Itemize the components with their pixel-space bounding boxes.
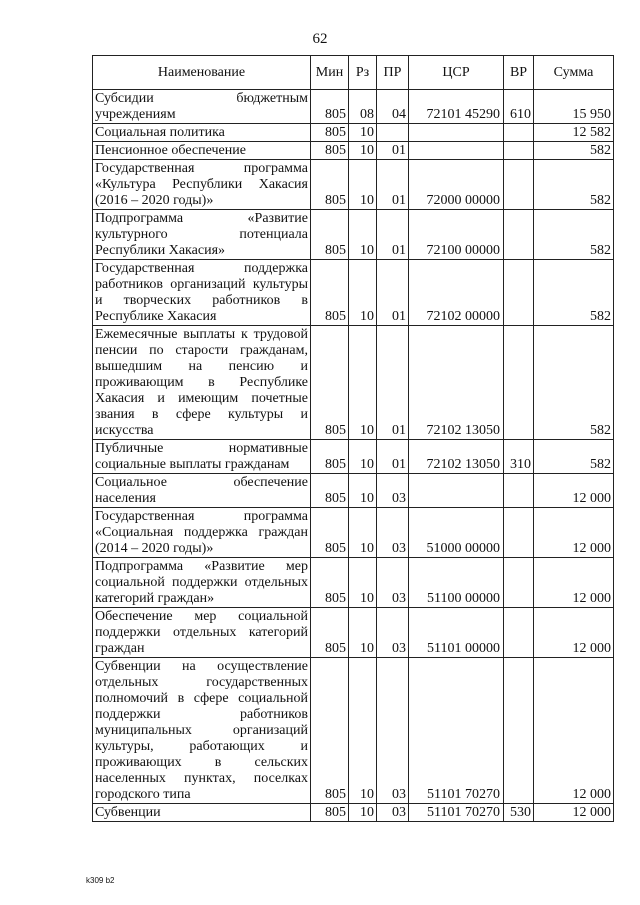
table-body: [93, 90, 614, 822]
cell-pr: 01: [377, 440, 409, 474]
table-row: [93, 210, 614, 260]
cell-csr: 72102 00000: [409, 260, 504, 326]
table-row: [93, 474, 614, 508]
cell-vr: [504, 142, 534, 160]
cell-name: Государственная поддержка работников организаций культуры и творческих работников в Республике Хакасия: [93, 260, 311, 326]
cell-vr: [504, 508, 534, 558]
cell-pr: 01: [377, 142, 409, 160]
cell-pr: 01: [377, 210, 409, 260]
table-row: [93, 658, 614, 804]
header-csr: ЦСР: [409, 56, 504, 90]
cell-rz: 10: [349, 440, 377, 474]
cell-csr: 72000 00000: [409, 160, 504, 210]
cell-sum: 12 000: [534, 474, 614, 508]
cell-sum: 15 950: [534, 90, 614, 124]
cell-csr: [409, 142, 504, 160]
page-number: 62: [312, 31, 328, 47]
cell-csr: 51101 70270: [409, 804, 504, 822]
cell-name: Государственная программа «Культура Республики Хакасия (2016 – 2020 годы)»: [93, 160, 311, 210]
cell-name: Публичные нормативные социальные выплаты гражданам: [93, 440, 311, 474]
header-min: Мин: [311, 56, 349, 90]
cell-pr: 01: [377, 326, 409, 440]
cell-vr: 310: [504, 440, 534, 474]
cell-csr: 72100 00000: [409, 210, 504, 260]
cell-csr: 72101 45290: [409, 90, 504, 124]
cell-pr: 03: [377, 508, 409, 558]
cell-sum: 12 582: [534, 124, 614, 142]
cell-csr: 51101 00000: [409, 608, 504, 658]
cell-rz: 10: [349, 508, 377, 558]
cell-sum: 582: [534, 142, 614, 160]
cell-pr: 03: [377, 558, 409, 608]
cell-vr: [504, 658, 534, 804]
cell-rz: 10: [349, 260, 377, 326]
cell-pr: 03: [377, 658, 409, 804]
table-row: [93, 440, 614, 474]
cell-pr: 01: [377, 160, 409, 210]
cell-name: Социальная политика: [93, 124, 311, 142]
cell-pr: 01: [377, 260, 409, 326]
table-row: [93, 326, 614, 440]
header-sum: Сумма: [534, 56, 614, 90]
cell-name: Ежемесячные выплаты к трудовой пенсии по старости гражданам, вышедшим на пенсию и проживающим в Республике Хакасия и имеющим почетные звания в сфере культуры и искусства: [93, 326, 311, 440]
cell-sum: 582: [534, 440, 614, 474]
cell-min: 805: [311, 90, 349, 124]
cell-vr: [504, 210, 534, 260]
cell-name: Государственная программа «Социальная поддержка граждан (2014 – 2020 годы)»: [93, 508, 311, 558]
cell-sum: 582: [534, 326, 614, 440]
header-name: Наименование: [93, 56, 311, 90]
cell-vr: [504, 474, 534, 508]
cell-csr: [409, 124, 504, 142]
table-row: [93, 90, 614, 124]
cell-min: 805: [311, 474, 349, 508]
header-vr: ВР: [504, 56, 534, 90]
cell-name: Социальное обеспечение населения: [93, 474, 311, 508]
cell-name: Подпрограмма «Развитие культурного потенциала Республики Хакасия»: [93, 210, 311, 260]
cell-rz: 10: [349, 142, 377, 160]
cell-min: 805: [311, 608, 349, 658]
table-row: [93, 160, 614, 210]
cell-csr: 72102 13050: [409, 440, 504, 474]
cell-min: 805: [311, 804, 349, 822]
cell-csr: 51100 00000: [409, 558, 504, 608]
cell-rz: 10: [349, 658, 377, 804]
cell-rz: 10: [349, 160, 377, 210]
cell-sum: 582: [534, 210, 614, 260]
cell-min: 805: [311, 508, 349, 558]
table-row: [93, 142, 614, 160]
cell-rz: 10: [349, 608, 377, 658]
cell-rz: 10: [349, 124, 377, 142]
cell-csr: [409, 474, 504, 508]
cell-rz: 10: [349, 558, 377, 608]
cell-min: 805: [311, 260, 349, 326]
cell-pr: 03: [377, 804, 409, 822]
table-row: [93, 804, 614, 822]
cell-sum: 12 000: [534, 558, 614, 608]
cell-vr: [504, 160, 534, 210]
cell-name: Субсидии бюджетным учреждениям: [93, 90, 311, 124]
cell-vr: [504, 260, 534, 326]
cell-min: 805: [311, 440, 349, 474]
cell-name: Подпрограмма «Развитие мер социальной поддержки отдельных категорий граждан»: [93, 558, 311, 608]
table-row: [93, 558, 614, 608]
cell-rz: 10: [349, 804, 377, 822]
cell-sum: 582: [534, 260, 614, 326]
table-row: [93, 124, 614, 142]
header-rz: Рз: [349, 56, 377, 90]
cell-min: 805: [311, 124, 349, 142]
cell-rz: 08: [349, 90, 377, 124]
table-row: [93, 260, 614, 326]
cell-rz: 10: [349, 326, 377, 440]
cell-min: 805: [311, 160, 349, 210]
table-row: [93, 508, 614, 558]
cell-sum: 12 000: [534, 608, 614, 658]
cell-name: Субвенции: [93, 804, 311, 822]
budget-table: [92, 55, 614, 822]
footer-code: k309 b2: [86, 876, 115, 885]
cell-pr: [377, 124, 409, 142]
cell-vr: 610: [504, 90, 534, 124]
cell-name: Субвенции на осуществление отдельных государственных полномочий в сфере социальной поддержки работников муниципальных организаций культуры, работающих и проживающих в сельских населенных пунктах, поселках городского типа: [93, 658, 311, 804]
cell-vr: [504, 558, 534, 608]
cell-name: Пенсионное обеспечение: [93, 142, 311, 160]
cell-csr: 51000 00000: [409, 508, 504, 558]
cell-csr: 72102 13050: [409, 326, 504, 440]
table-row: [93, 608, 614, 658]
cell-sum: 582: [534, 160, 614, 210]
cell-min: 805: [311, 558, 349, 608]
cell-min: 805: [311, 210, 349, 260]
cell-csr: 51101 70270: [409, 658, 504, 804]
cell-vr: [504, 608, 534, 658]
cell-pr: 03: [377, 474, 409, 508]
table-header-row: [93, 56, 614, 90]
cell-pr: 03: [377, 608, 409, 658]
cell-vr: 530: [504, 804, 534, 822]
cell-rz: 10: [349, 210, 377, 260]
header-pr: ПР: [377, 56, 409, 90]
cell-sum: 12 000: [534, 804, 614, 822]
cell-name: Обеспечение мер социальной поддержки отдельных категорий граждан: [93, 608, 311, 658]
cell-pr: 04: [377, 90, 409, 124]
cell-min: 805: [311, 326, 349, 440]
cell-vr: [504, 326, 534, 440]
cell-rz: 10: [349, 474, 377, 508]
cell-sum: 12 000: [534, 508, 614, 558]
cell-min: 805: [311, 142, 349, 160]
cell-sum: 12 000: [534, 658, 614, 804]
cell-min: 805: [311, 658, 349, 804]
cell-vr: [504, 124, 534, 142]
